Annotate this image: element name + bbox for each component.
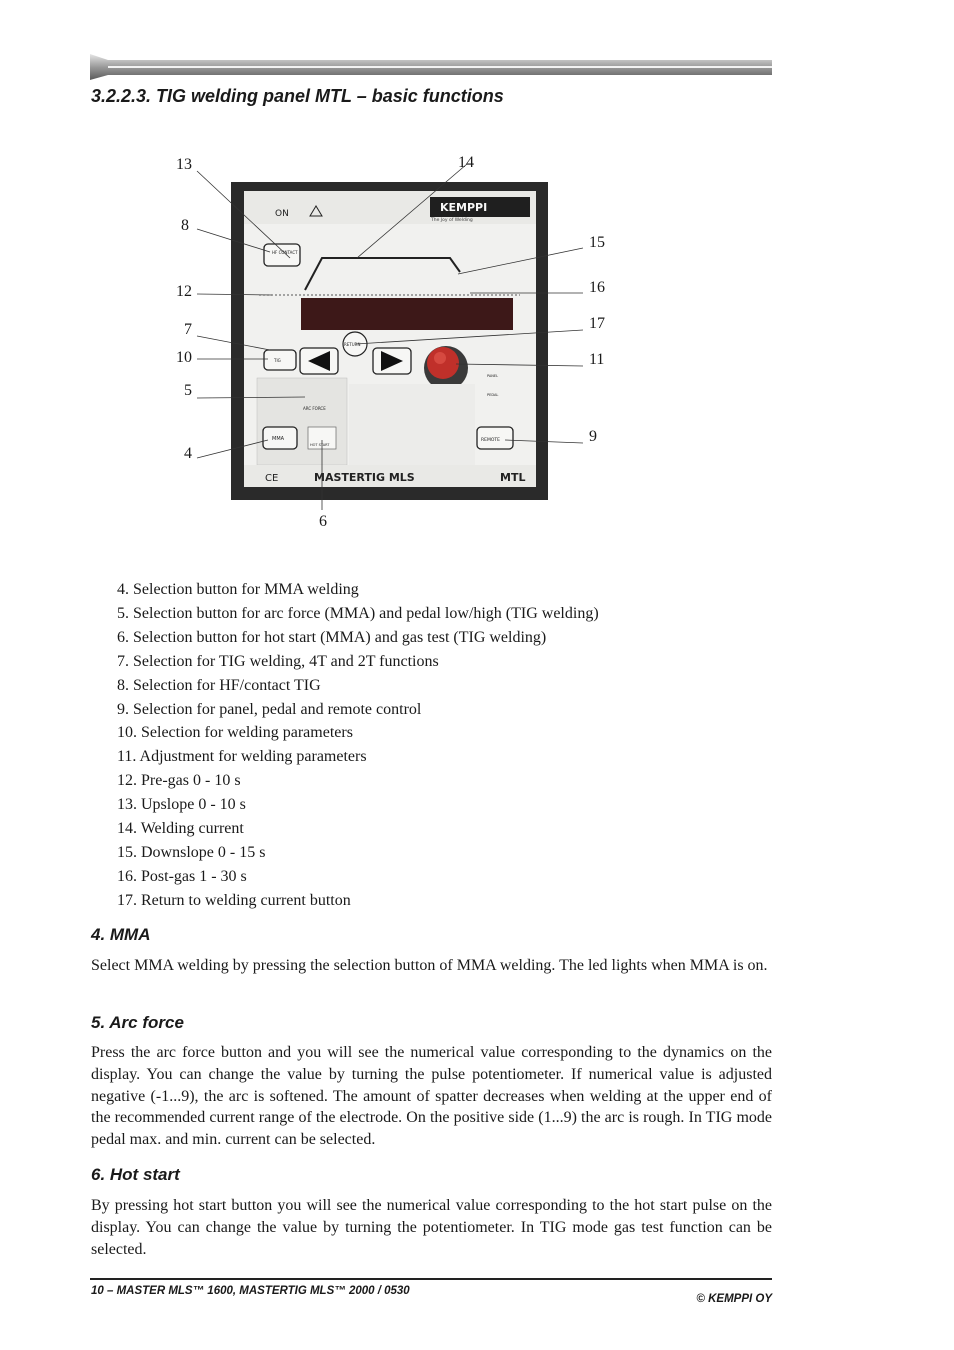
footer-rule — [90, 1278, 772, 1280]
function-list — [117, 578, 599, 913]
arc-force-label: ARC FORCE — [303, 406, 326, 411]
remote-option-pedal: PEDAL — [487, 393, 499, 397]
return-button-label: RETURN — [344, 342, 361, 347]
callout-17: 17 — [589, 315, 605, 332]
callout-5: 5 — [184, 382, 192, 399]
callout-9: 9 — [589, 428, 597, 445]
panel-photo — [0, 0, 954, 560]
list-item: 6. Selection button for hot start (MMA) and gas test (TIG welding) — [117, 628, 547, 646]
list-item: 14. Welding current — [117, 820, 244, 838]
list-item: 13. Upslope 0 - 10 s — [117, 796, 246, 814]
list-item: 12. Pre-gas 0 - 10 s — [117, 772, 241, 790]
callout-10: 10 — [176, 349, 192, 366]
list-item: 10. Selection for welding parameters — [117, 724, 353, 742]
paragraph-mma: Select MMA welding by pressing the selection button of MMA welding. The led lights when MMA is on. — [91, 957, 768, 974]
list-item: 16. Post-gas 1 - 30 s — [117, 867, 247, 885]
panel-figure — [0, 0, 954, 560]
ce-mark: CE — [265, 473, 279, 484]
heading-arc-force: 5. Arc force — [91, 1013, 184, 1032]
callout-15: 15 — [589, 234, 605, 251]
list-item: 5. Selection button for arc force (MMA) and pedal low/high (TIG welding) — [117, 604, 599, 622]
heading-mma: 4. MMA — [91, 925, 151, 944]
list-item: 9. Selection for panel, pedal and remote control — [117, 700, 422, 718]
callout-13: 13 — [176, 156, 192, 173]
footer-copyright: © KEMPPI OY — [696, 1293, 772, 1305]
callout-14: 14 — [458, 154, 474, 171]
section-title: 3.2.2.3. TIG welding panel MTL – basic functions — [91, 86, 504, 106]
brand-tagline: The Joy of Welding — [431, 218, 473, 223]
callout-4: 4 — [184, 445, 192, 462]
list-item: 11. Adjustment for welding parameters — [117, 748, 367, 766]
hot-start-label: HOT START — [310, 443, 330, 447]
callout-16: 16 — [589, 279, 605, 296]
list-item: 4. Selection button for MMA welding — [117, 581, 359, 598]
on-label: ON — [275, 209, 289, 219]
heading-hot-start: 6. Hot start — [91, 1165, 180, 1184]
paragraph-arc-force: Press the arc force button and you will see the numerical value corresponding to the dynamics on the display. You can change the value by turning the pulse potentiometer. If numerical value is adjusted negative (-1...9), the arc is softened. The amount of spatter decreases when welding at the upper end of the recommended current range of the electrode. On the positive side (1...9) the arc is rough. In TIG mode pedal max. and min. current can be selected. — [91, 1044, 772, 1149]
remote-option-panel: PANEL — [487, 374, 499, 378]
list-item: 15. Downslope 0 - 15 s — [117, 843, 266, 861]
tig-button-label: TIG — [274, 358, 281, 363]
list-item: 7. Selection for TIG welding, 4T and 2T functions — [117, 652, 439, 670]
callout-6: 6 — [319, 513, 327, 530]
callout-12: 12 — [176, 283, 192, 300]
callout-11: 11 — [589, 351, 605, 368]
mma-button-label: MMA — [272, 436, 285, 442]
model-name: MASTERTIG MLS — [314, 471, 415, 484]
remote-button-label: REMOTE — [481, 438, 500, 443]
callout-8: 8 — [181, 217, 189, 234]
list-item: 8. Selection for HF/contact TIG — [117, 676, 321, 694]
brand-logo: KEMPPI — [440, 201, 488, 214]
model-code: MTL — [500, 471, 526, 484]
footer-document-title: 10 – MASTER MLS™ 1600, MASTERTIG MLS™ 2000 / 0530 — [91, 1285, 410, 1297]
list-item: 17. Return to welding current button — [117, 891, 351, 909]
hf-contact-button-label: HF CONTACT — [272, 250, 298, 255]
callout-7: 7 — [184, 321, 192, 338]
paragraph-hot-start: By pressing hot start button you will see the numerical value corresponding to the hot start pulse on the display. You can change the value by turning the potentiometer. In TIG mode gas test function can be selected. — [91, 1197, 772, 1258]
